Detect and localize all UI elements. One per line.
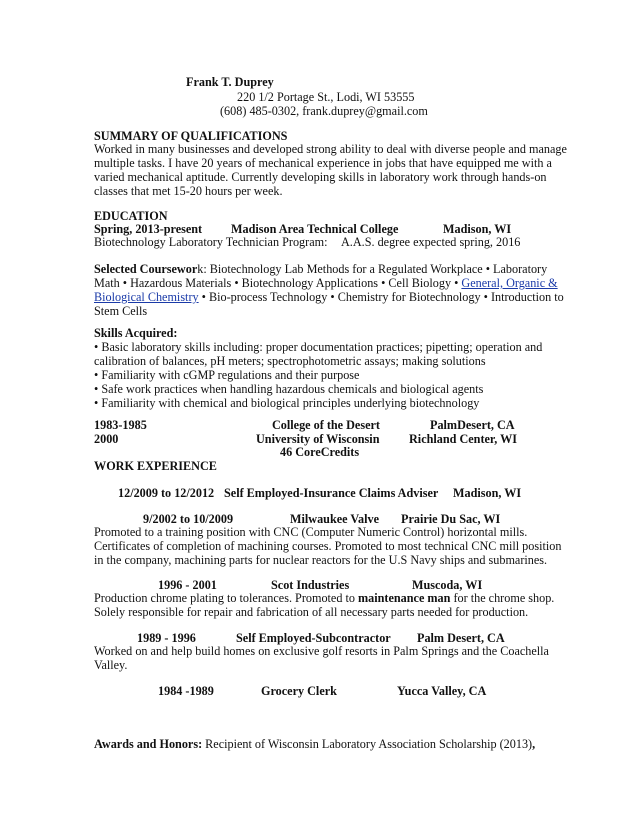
job-title: Scot Industries [271,578,350,592]
job-location: Muscoda, WI [412,578,483,592]
job-description-line: in the company, machining parts for nuclear reactors for the U.S Navy ships and submarines. [94,553,548,567]
coursework-block [94,262,564,318]
education-heading: EDUCATION [94,209,168,223]
work-heading: WORK EXPERIENCE [94,459,217,473]
awards-trail: , [532,737,536,751]
awards-label: Awards and Honors: [94,737,203,751]
course-link-chemistry-cont[interactable]: Biological Chemistry [94,290,199,304]
edu3-dates: 2000 [94,432,119,446]
skill-item: • Familiarity with chemical and biological principles underlying biotechnology [94,396,480,410]
job-dates: 1984 -1989 [158,684,214,698]
job-dates: 12/2009 to 12/2012 [118,486,215,500]
job-location: Prairie Du Sac, WI [401,512,501,526]
coursework-label: Selected Coursewor [94,262,198,276]
summary-line: Worked in many businesses and developed strong ability to deal with diverse people and manage [94,142,567,156]
job-description [94,591,555,619]
edu2-dates: 1983-1985 [94,418,147,432]
job-description-line: Solely responsible for repair and fabrication of all necessary parts needed for production. [94,605,529,619]
job-dates: 1996 - 2001 [158,578,217,592]
summary-text [94,142,567,198]
education-school: Madison Area Technical College [231,222,399,236]
job-title: Self Employed-Insurance Claims Adviser [224,486,439,500]
summary-line: multiple tasks. I have 20 years of mechanical experience in jobs that have equipped me with a [94,156,552,170]
skill-item: • Basic laboratory skills including: proper documentation practices; pipetting; operation and [94,340,543,354]
skills-heading: Skills Acquired: [94,326,178,340]
job-location: Yucca Valley, CA [397,684,487,698]
edu3-location: Richland Center, WI [409,432,518,446]
education-degree: A.A.S. degree expected spring, 2016 [341,235,521,249]
edu3-school: University of Wisconsin [256,432,380,446]
summary-heading: SUMMARY OF QUALIFICATIONS [94,129,288,143]
job-title: Milwaukee Valve [290,512,380,526]
coursework-text: Math • Hazardous Materials • Biotechnology Applications • Cell Biology • [94,276,462,290]
job-description-line: Promoted to a training position with CNC (Computer Numeric Control) horizontal mills. [94,525,528,539]
contact-info: (608) 485-0302, frank.duprey@gmail.com [220,104,428,118]
education-location: Madison, WI [443,222,512,236]
job-dates: 1989 - 1996 [137,631,196,645]
resume-name: Frank T. Duprey [186,75,274,89]
edu3-credits: 46 CoreCredits [280,445,360,459]
job-dates: 9/2002 to 10/2009 [143,512,234,526]
education-program: Biotechnology Laboratory Technician Program: [94,235,328,249]
job-description-bold: maintenance man [358,591,451,605]
awards-line [94,737,535,751]
job-description-line: for the chrome shop. [450,591,555,605]
summary-line: varied mechanical aptitude. Currently developing skills in laboratory work through hands-on [94,170,547,184]
awards-text: Recipient of Wisconsin Laboratory Association Scholarship (2013) [202,737,533,751]
coursework-text: Stem Cells [94,304,148,318]
skill-item: • Familiarity with cGMP regulations and their purpose [94,368,360,382]
job-description [94,525,562,567]
skills-list [94,340,546,410]
job-description [94,644,549,672]
job-description-line: Certificates of completion of machining courses. Promoted to most technical CNC mill position [94,539,562,553]
address: 220 1/2 Portage St., Lodi, WI 53555 [237,90,415,104]
education-dates: Spring, 2013-present [94,222,203,236]
job-title: Grocery Clerk [261,684,337,698]
job-description-line: Valley. [94,658,128,672]
coursework-text: • Bio-process Technology • Chemistry for Biotechnology • Introduction to [198,290,564,304]
job-location: Madison, WI [453,486,522,500]
job-description-line: Worked on and help build homes on exclusive golf resorts in Palm Springs and the Coachella [94,644,549,658]
skill-item: • Safe work practices when handling hazardous chemicals and biological agents [94,382,484,396]
edu2-location: PalmDesert, CA [430,418,515,432]
job-title: Self Employed-Subcontractor [236,631,391,645]
job-location: Palm Desert, CA [417,631,505,645]
coursework-text: k: Biotechnology Lab Methods for a Regulated Workplace • Laboratory [197,262,548,276]
job-description-line: Production chrome plating to tolerances. Promoted to [94,591,359,605]
edu2-school: College of the Desert [272,418,380,432]
summary-line: classes that met 15-20 hours per week. [94,184,283,198]
skill-item: calibration of balances, pH meters; spectrophotometric assays; making solutions [94,354,486,368]
course-link-chemistry[interactable]: General, Organic & [461,276,558,290]
